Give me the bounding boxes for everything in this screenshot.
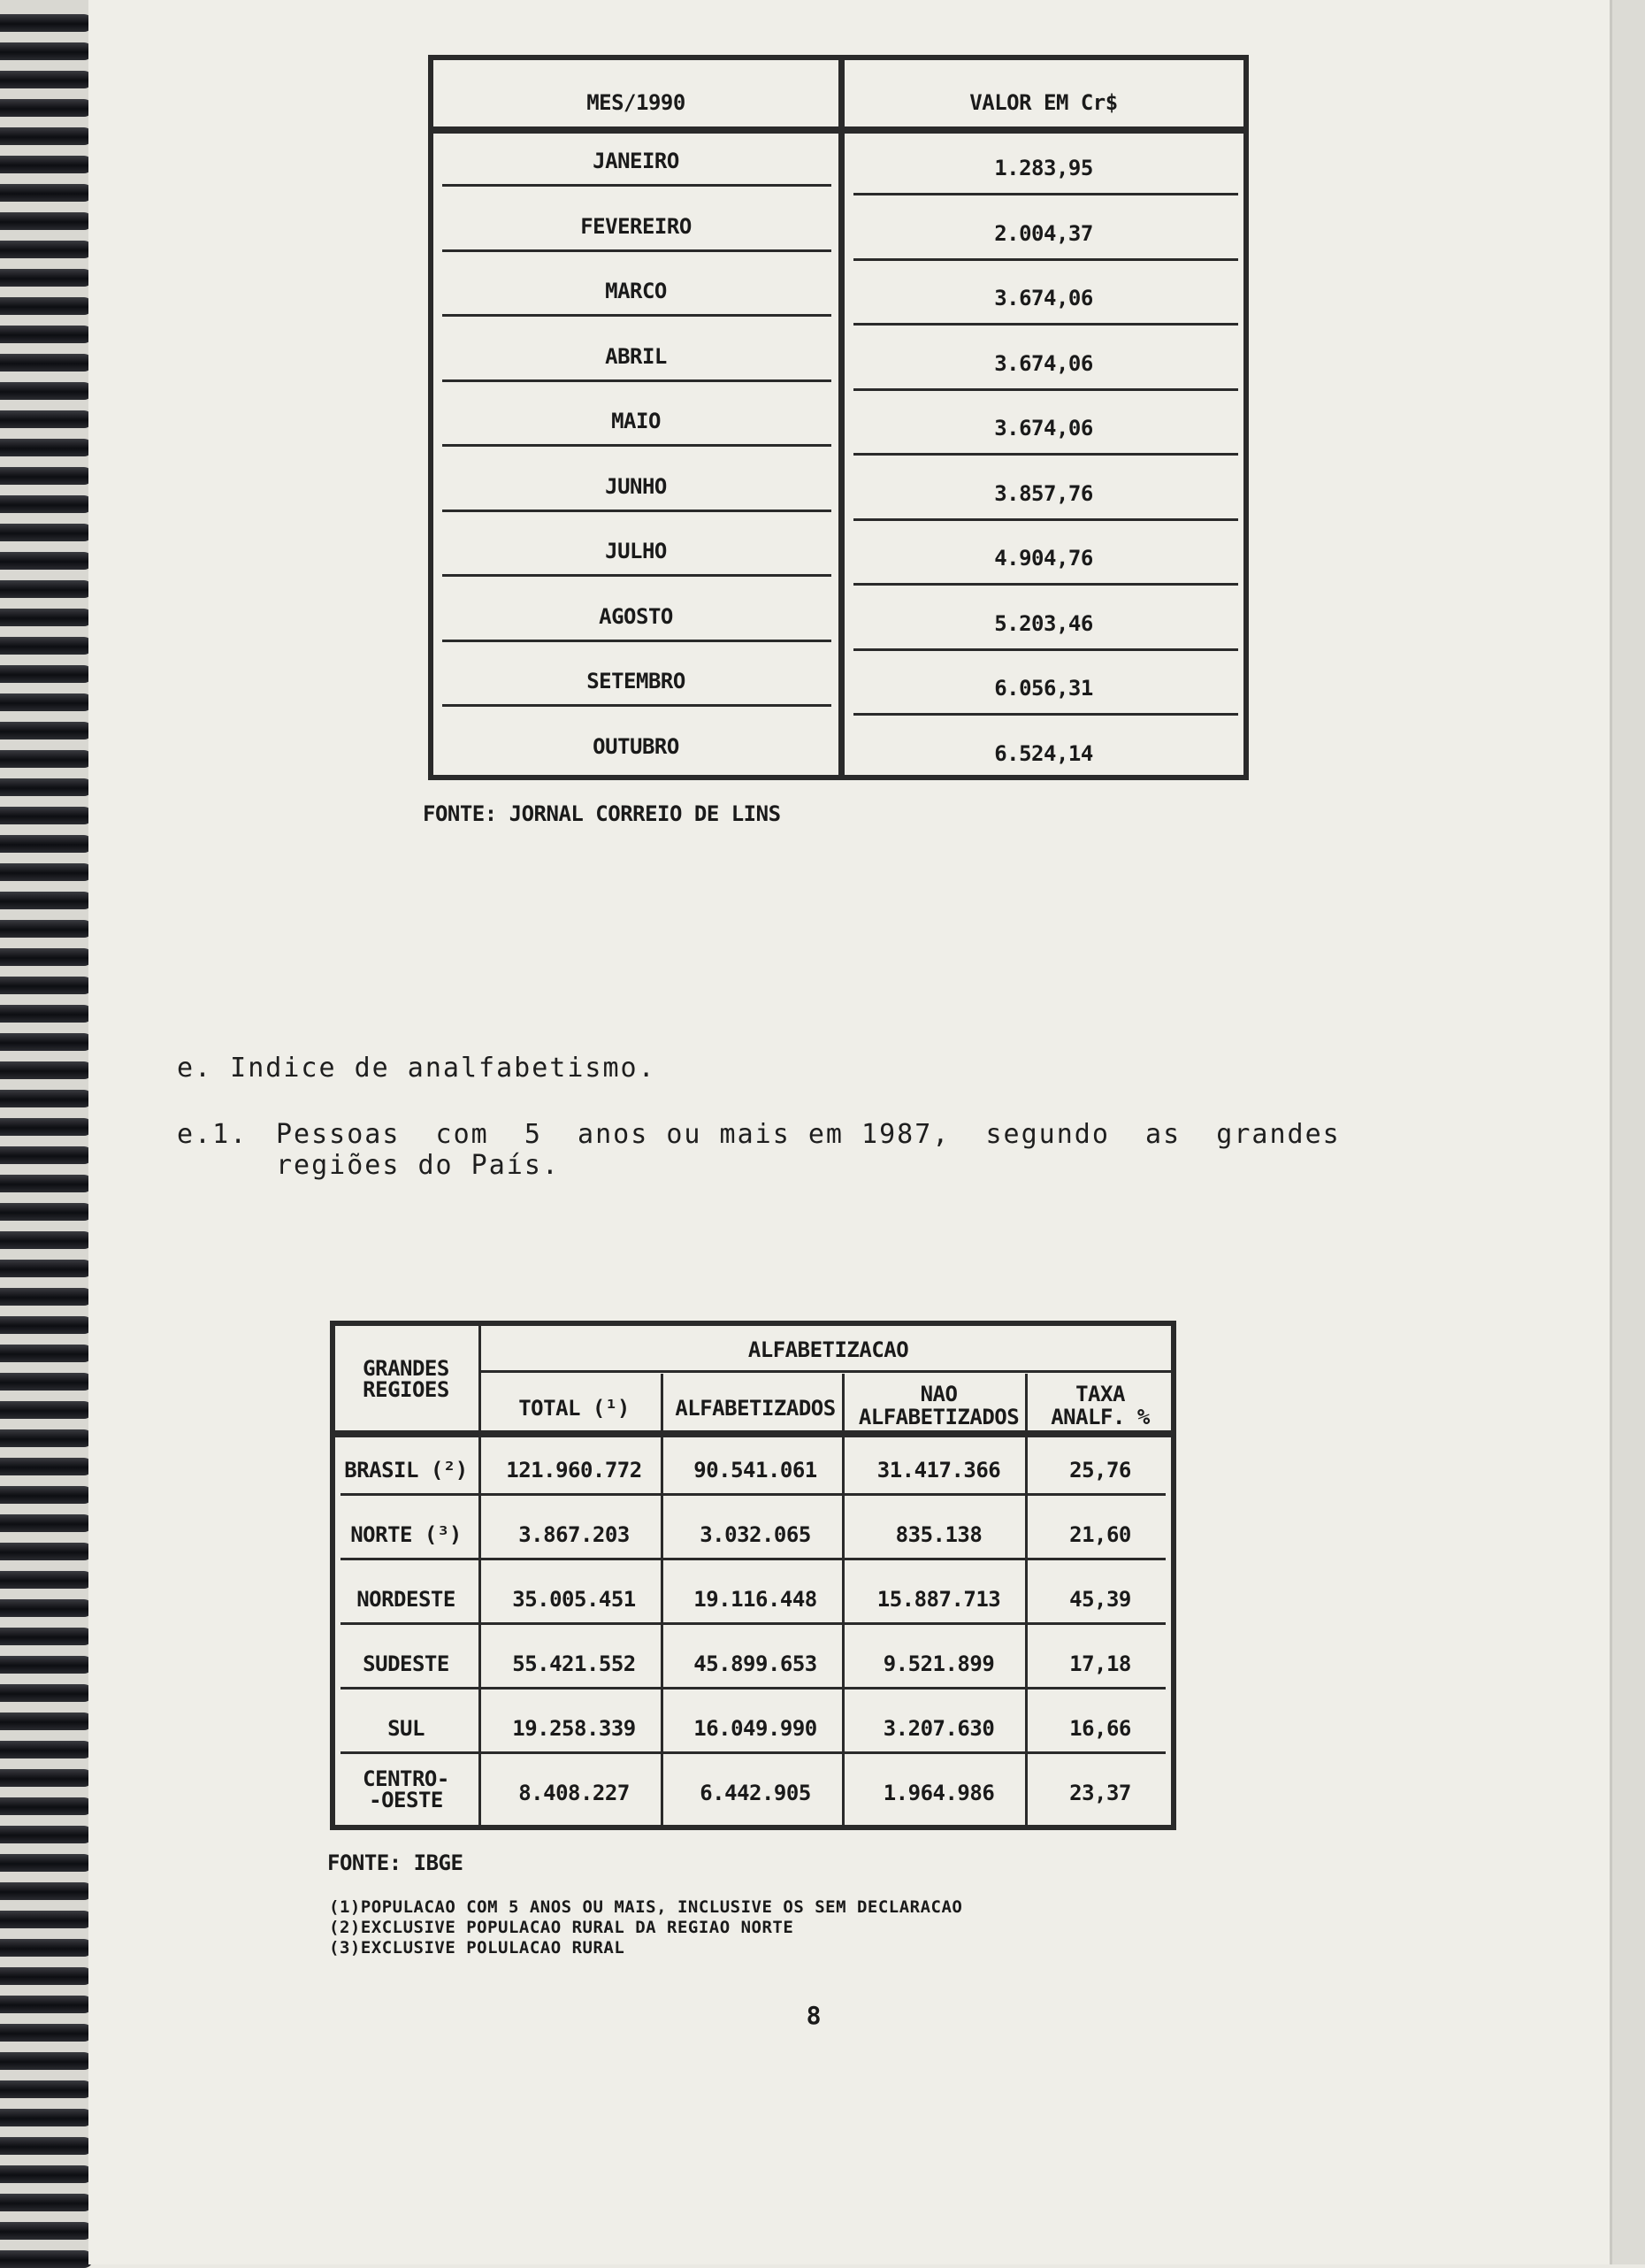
spiral-coil [0, 1203, 93, 1221]
spiral-coil [0, 1401, 93, 1419]
subsection-label: e.1. [177, 1119, 249, 1150]
row-divider [442, 574, 831, 577]
nao_alfabetizados-cell: 31.417.366 [876, 1458, 1001, 1483]
spiral-coil [0, 2194, 93, 2211]
footnote-1: (1)POPULACAO COM 5 ANOS OU MAIS, INCLUSIVE OS SEM DECLARACAO [329, 1897, 963, 1917]
spiral-coil [0, 297, 93, 315]
literacy-table [330, 1321, 1176, 1830]
region-cell: BRASIL (²) [344, 1458, 468, 1483]
month-cell: ABRIL [605, 343, 667, 369]
value-cell: 3.674,06 [994, 286, 1093, 310]
total-cell: 121.960.772 [506, 1458, 642, 1483]
spiral-coil [0, 1486, 93, 1504]
month-cell: FEVEREIRO [580, 213, 692, 239]
row-divider [340, 1622, 1166, 1625]
spiral-coil [0, 977, 93, 994]
month-cell: MAIO [611, 409, 661, 433]
spiral-coil [0, 1005, 93, 1023]
nao_alfabetizados-cell: 15.887.713 [876, 1587, 1001, 1612]
spiral-coil [0, 354, 93, 372]
spiral-coil [0, 665, 93, 683]
row-divider [853, 648, 1238, 651]
total-cell: 55.421.552 [512, 1651, 636, 1676]
spiral-coil [0, 1033, 93, 1051]
spiral-binding [0, 0, 97, 2264]
spiral-coil [0, 71, 93, 88]
spiral-coil [0, 99, 93, 117]
spiral-coil [0, 835, 93, 853]
spiral-coil [0, 1571, 93, 1589]
spiral-coil [0, 1061, 93, 1079]
header-value: VALOR EM Cr$ [969, 90, 1118, 115]
month-cell: JANEIRO [593, 149, 679, 173]
month-cell: OUTUBRO [593, 733, 679, 759]
spiral-coil [0, 1684, 93, 1702]
page-edge [1610, 0, 1645, 2264]
row-divider [340, 1493, 1166, 1496]
spiral-coil [0, 693, 93, 711]
nao_alfabetizados-cell: 835.138 [895, 1522, 983, 1547]
spiral-coil [0, 1854, 93, 1872]
table1-source: FONTE: JORNAL CORREIO DE LINS [423, 801, 781, 826]
alfabetizados-cell: 45.899.653 [693, 1651, 817, 1676]
row-divider [853, 713, 1238, 716]
row-divider [340, 1687, 1166, 1690]
taxa-cell: 16,66 [1069, 1716, 1131, 1741]
spiral-coil [0, 1090, 93, 1107]
value-cell: 6.524,14 [994, 740, 1093, 766]
spiral-coil [0, 1967, 93, 1985]
spiral-coil [0, 1514, 93, 1532]
row-divider [442, 444, 831, 447]
total-cell: 8.408.227 [518, 1781, 630, 1805]
header-alfabetizados: ALFABETIZADOS [675, 1396, 836, 1421]
row-divider [853, 258, 1238, 261]
nao_alfabetizados-cell: 3.207.630 [883, 1716, 995, 1741]
month-cell: SETEMBRO [586, 669, 685, 693]
taxa-cell: 23,37 [1069, 1781, 1131, 1805]
spiral-coil [0, 637, 93, 655]
spiral-coil [0, 1543, 93, 1560]
spiral-coil [0, 1231, 93, 1249]
subsection-text-line2: regiões do País. [276, 1150, 560, 1181]
spiral-coil [0, 1769, 93, 1787]
value-cell: 4.904,76 [994, 546, 1093, 571]
header-alfabetizacao: ALFABETIZACAO [747, 1337, 909, 1362]
spiral-coil [0, 2137, 93, 2155]
spiral-coil [0, 241, 93, 258]
header-rule [335, 1430, 1171, 1437]
spiral-coil [0, 326, 93, 343]
alfabetizados-cell: 90.541.061 [693, 1458, 817, 1483]
alfabetizados-cell: 6.442.905 [700, 1781, 811, 1805]
spiral-coil [0, 1656, 93, 1674]
spiral-coil [0, 184, 93, 202]
spiral-coil [0, 1911, 93, 1928]
spiral-coil [0, 1712, 93, 1730]
alfabetizados-cell: 19.116.448 [693, 1587, 817, 1612]
spiral-coil [0, 2080, 93, 2098]
header-month: MES/1990 [586, 90, 685, 115]
row-divider [442, 314, 831, 317]
footnote-3: (3)EXCLUSIVE POLULACAO RURAL [329, 1938, 625, 1958]
spiral-coil [0, 1826, 93, 1843]
row-divider [853, 323, 1238, 326]
header-taxa: TAXA ANALF. % [1051, 1382, 1150, 1429]
row-divider [853, 583, 1238, 586]
spiral-coil [0, 807, 93, 824]
region-cell: CENTRO- -OESTE [363, 1766, 449, 1812]
region-cell: SUDESTE [363, 1651, 449, 1676]
taxa-cell: 45,39 [1069, 1587, 1131, 1612]
spiral-coil [0, 1996, 93, 2013]
spiral-coil [0, 467, 93, 485]
spiral-coil [0, 1345, 93, 1362]
month-cell: JUNHO [605, 473, 667, 499]
column-line [478, 1326, 481, 1825]
spiral-coil [0, 156, 93, 173]
month-cell: JULHO [605, 539, 667, 563]
spiral-coil [0, 2024, 93, 2042]
spiral-coil [0, 495, 93, 513]
total-cell: 35.005.451 [512, 1587, 636, 1612]
spiral-coil [0, 382, 93, 400]
spiral-coil [0, 1146, 93, 1164]
spiral-coil [0, 212, 93, 230]
spiral-coil [0, 439, 93, 456]
spiral-coil [0, 863, 93, 881]
spiral-coil [0, 1373, 93, 1391]
spiral-coil [0, 2250, 93, 2268]
header-regions: GRANDES REGIOES [363, 1356, 449, 1402]
spiral-coil [0, 948, 93, 966]
header-total: TOTAL (¹) [518, 1396, 630, 1421]
taxa-cell: 25,76 [1069, 1458, 1131, 1483]
spiral-coil [0, 1599, 93, 1617]
taxa-cell: 17,18 [1069, 1651, 1131, 1676]
footnote-2: (2)EXCLUSIVE POPULACAO RURAL DA REGIAO NORTE [329, 1918, 794, 1937]
row-divider [853, 388, 1238, 391]
month-cell: MARCO [605, 279, 667, 303]
row-divider [442, 249, 831, 252]
spiral-coil [0, 778, 93, 796]
alfabetizados-cell: 3.032.065 [700, 1522, 811, 1547]
spiral-coil [0, 1939, 93, 1957]
row-divider [442, 184, 831, 187]
spiral-coil [0, 2222, 93, 2240]
spiral-coil [0, 1118, 93, 1136]
spiral-coil [0, 42, 93, 60]
subsection-text-line1: Pessoas com 5 anos ou mais em 1987, segundo as grandes [276, 1119, 1341, 1150]
row-divider [340, 1558, 1166, 1560]
spiral-coil [0, 1741, 93, 1758]
spiral-coil [0, 1429, 93, 1447]
monthly-values-table [428, 55, 1249, 780]
region-cell: NORTE (³) [350, 1522, 462, 1547]
spiral-coil [0, 127, 93, 145]
value-cell: 6.056,31 [994, 676, 1093, 701]
spiral-coil [0, 2052, 93, 2070]
taxa-cell: 21,60 [1069, 1522, 1131, 1547]
alfabetizados-cell: 16.049.990 [693, 1716, 817, 1741]
spiral-coil [0, 1797, 93, 1815]
row-divider [442, 704, 831, 707]
row-divider [853, 518, 1238, 521]
nao_alfabetizados-cell: 1.964.986 [883, 1781, 995, 1805]
total-cell: 3.867.203 [518, 1522, 630, 1547]
row-divider [442, 510, 831, 512]
month-cell: AGOSTO [599, 603, 673, 629]
value-cell: 5.203,46 [994, 610, 1093, 636]
spiral-coil [0, 1288, 93, 1306]
column-divider [838, 60, 845, 775]
row-divider [340, 1751, 1166, 1754]
spiral-coil [0, 722, 93, 739]
header-line [481, 1370, 1171, 1373]
region-cell: SUL [387, 1716, 425, 1741]
spiral-coil [0, 1458, 93, 1475]
section-heading: e. Indice de analfabetismo. [177, 1053, 656, 1084]
spiral-coil [0, 524, 93, 541]
spiral-coil [0, 1628, 93, 1645]
spiral-coil [0, 410, 93, 428]
spiral-coil [0, 609, 93, 626]
row-divider [442, 640, 831, 642]
spiral-coil [0, 2165, 93, 2183]
spiral-coil [0, 552, 93, 570]
spiral-coil [0, 2109, 93, 2126]
spiral-coil [0, 269, 93, 287]
value-cell: 3.674,06 [994, 416, 1093, 441]
row-divider [853, 453, 1238, 456]
spiral-coil [0, 1260, 93, 1277]
spiral-coil [0, 1316, 93, 1334]
spiral-coil [0, 750, 93, 768]
spiral-coil [0, 920, 93, 938]
value-cell: 3.857,76 [994, 480, 1093, 506]
spiral-coil [0, 892, 93, 909]
table2-source: FONTE: IBGE [327, 1850, 463, 1875]
spiral-coil [0, 580, 93, 598]
header-rule [433, 126, 1243, 134]
total-cell: 19.258.339 [512, 1716, 636, 1741]
row-divider [853, 193, 1238, 195]
page-number: 8 [806, 2001, 822, 2030]
region-cell: NORDESTE [356, 1587, 455, 1612]
spiral-coil [0, 1175, 93, 1192]
nao_alfabetizados-cell: 9.521.899 [883, 1651, 995, 1676]
spiral-coil [0, 14, 93, 32]
value-cell: 2.004,37 [994, 220, 1093, 246]
spiral-coil [0, 1882, 93, 1900]
value-cell: 1.283,95 [994, 156, 1093, 180]
value-cell: 3.674,06 [994, 350, 1093, 376]
row-divider [442, 379, 831, 382]
header-nao-alfabetizados: NAO ALFABETIZADOS [858, 1382, 1020, 1429]
